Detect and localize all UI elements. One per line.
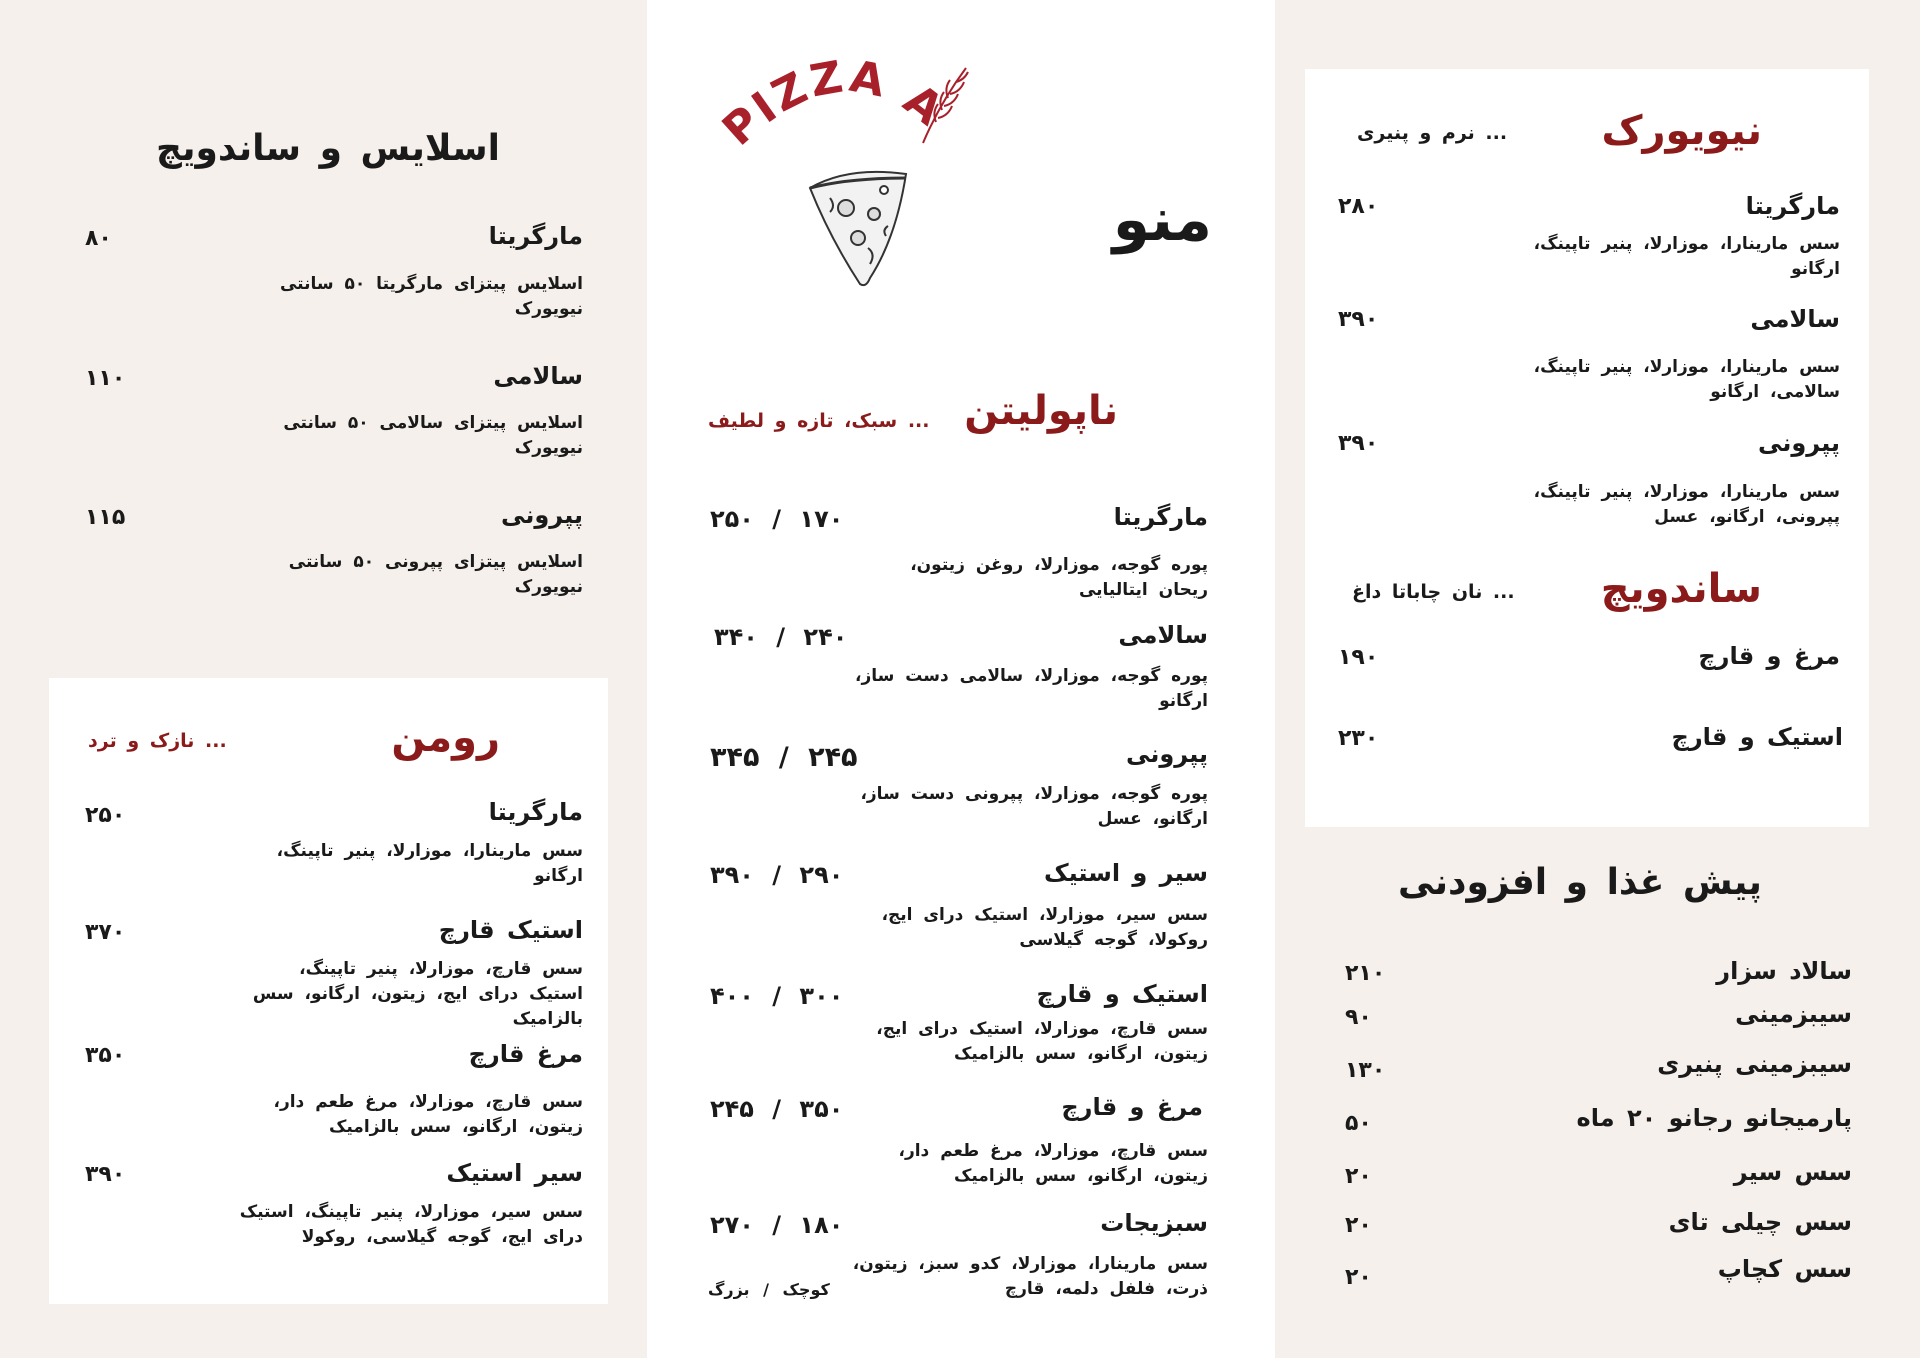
sandwich-item-price: ۱۹۰ — [1338, 645, 1379, 670]
napoli-item-name: سبزیجات — [1100, 1209, 1208, 1237]
side-item-price: ۵۰ — [1345, 1111, 1372, 1136]
side-item-price: ۲۰ — [1345, 1164, 1372, 1189]
roman-item-name: استیک قارچ — [438, 916, 583, 944]
napoli-item-name: پپرونی — [1126, 740, 1208, 768]
napoli-item-name: استیک و قارچ — [1036, 980, 1208, 1008]
roman-item-name: مرغ قارچ — [468, 1040, 583, 1068]
roman-item-desc: سس قارچ، موزارلا، پنیر تاپینگ، استیک درای ایج، زیتون، ارگانو، سس بالزامیک — [252, 959, 583, 1029]
side-item-price: ۱۳۰ — [1345, 1058, 1386, 1083]
sandwich-item-name: استیک و قارچ — [1671, 723, 1843, 751]
sandwich-item-name: مرغ و قارچ — [1698, 642, 1840, 670]
napoli-item-desc: پوره گوجه، موزارلا، روغن زیتون، ریحان ایتالیایی — [910, 555, 1208, 600]
napoli-item-desc: پوره گوجه، موزارلا، پپرونی دست ساز، ارگانو، عسل — [860, 784, 1208, 829]
side-item-price: ۲۰ — [1345, 1265, 1372, 1290]
sandwich-tagline: ... نان چاباتا داغ — [1352, 581, 1515, 603]
side-item-name: سالاد سزار — [1716, 957, 1852, 985]
roman-item-price: ۳۵۰ — [85, 1043, 126, 1068]
side-item-name: سس سیر — [1733, 1158, 1852, 1186]
side-item-price: ۲۱۰ — [1345, 961, 1386, 986]
slice-item-name: سالامی — [493, 362, 583, 390]
side-item-name: سس چیلی تای — [1668, 1208, 1852, 1236]
roman-item-name: سیر استیک — [446, 1159, 583, 1187]
napoli-item-price: ۲۷۰ / ۱۸۰ — [710, 1211, 844, 1239]
side-item-price: ۲۰ — [1345, 1213, 1372, 1238]
slice-item-price: ۱۱۰ — [85, 366, 126, 391]
slice-item-price: ۸۰ — [85, 226, 112, 251]
logo-text: PIZZA A — [718, 50, 955, 156]
roman-item-desc: سس سیر، موزارلا، پنیر تاپینگ، استیک درای ایج، گوجه گیلاسی، روکولا — [239, 1202, 583, 1247]
sandwich-section-title: ساندویچ — [1600, 566, 1762, 612]
menu-title: منو — [1112, 185, 1212, 255]
napoli-item-desc: سس قارچ، موزارلا، استیک درای ایج، زیتون، ارگانو، سس بالزامیک — [876, 1019, 1208, 1064]
newyork-item-name: پپرونی — [1758, 429, 1840, 457]
newyork-section-title: نیویورک — [1601, 108, 1762, 154]
side-item-price: ۹۰ — [1345, 1005, 1372, 1030]
slice-item-price: ۱۱۵ — [85, 505, 126, 530]
roman-item-price: ۲۵۰ — [85, 803, 126, 828]
newyork-item-price: ۲۸۰ — [1338, 194, 1379, 219]
napoli-section-title: ناپولیتن — [964, 388, 1118, 434]
roman-item-name: مارگریتا — [488, 798, 583, 826]
napoli-item-name: مرغ و قارچ — [1061, 1093, 1203, 1121]
side-item-name: سس کچاپ — [1717, 1255, 1852, 1283]
napoli-item-price: ۳۹۰ / ۲۹۰ — [710, 861, 844, 889]
slice-item-desc: اسلایس پیتزای مارگریتا ۵۰ سانتی نیویورک — [279, 274, 583, 319]
newyork-item-price: ۳۹۰ — [1338, 307, 1379, 332]
slice-section-title: اسلایس و ساندویچ — [156, 128, 500, 169]
roman-tagline: ... نازک و ترد — [88, 730, 227, 752]
slice-item-name: پپرونی — [501, 501, 583, 529]
napoli-item-name: سیر و استیک — [1044, 859, 1208, 887]
napoli-item-name: سالامی — [1118, 621, 1208, 649]
napoli-tagline: ... سبک، تازه و لطیف — [708, 410, 930, 432]
napoli-item-desc: سس مارینارا، موزارلا، کدو سبز، زیتون، ذرت، فلفل دلمه، قارچ — [852, 1254, 1208, 1299]
sandwich-item-price: ۲۳۰ — [1338, 726, 1379, 751]
slice-item-desc: اسلایس پیتزای پپرونی ۵۰ سانتی نیویورک — [288, 552, 583, 597]
roman-item-price: ۳۹۰ — [85, 1162, 126, 1187]
pizza-slice-icon — [810, 172, 906, 285]
slice-item-desc: اسلایس پیتزای سالامی ۵۰ سانتی نیویورک — [283, 413, 583, 458]
napoli-item-desc: پوره گوجه، موزارلا، سالامی دست ساز، ارگانو — [855, 666, 1208, 711]
napoli-item-price: ۳۴۰ / ۲۴۰ — [714, 623, 848, 651]
newyork-tagline: ... نرم و پنیری — [1357, 122, 1508, 144]
newyork-item-desc: سس مارینارا، موزارلا، پنیر تاپینگ، ارگانو — [1533, 234, 1840, 279]
roman-item-desc: سس قارچ، موزارلا، مرغ طعم دار، زیتون، ارگانو، سس بالزامیک — [273, 1092, 583, 1137]
napoli-item-price: ۳۴۵ / ۲۴۵ — [710, 742, 858, 773]
newyork-item-desc: سس مارینارا، موزارلا، پنیر تاپینگ، پپرونی، ارگانو، عسل — [1533, 482, 1840, 527]
newyork-item-desc: سس مارینارا، موزارلا، پنیر تاپینگ، سالامی، ارگانو — [1533, 357, 1840, 402]
slice-item-name: مارگریتا — [488, 222, 583, 250]
size-legend: کوچک / بزرگ — [708, 1280, 830, 1299]
napoli-item-name: مارگریتا — [1113, 503, 1208, 531]
side-item-name: سیبزمینی — [1735, 1000, 1852, 1028]
side-item-name: پارمیجانو رجانو ۲۰ ماه — [1576, 1104, 1852, 1132]
roman-section-title: رومن — [391, 715, 500, 761]
napoli-item-price: ۴۰۰ / ۳۰۰ — [710, 982, 844, 1010]
newyork-item-name: سالامی — [1750, 305, 1840, 333]
side-item-name: سیبزمینی پنیری — [1657, 1050, 1852, 1078]
napoli-item-desc: سس سیر، موزارلا، استیک درای ایج، روکولا، گوجه گیلاسی — [881, 905, 1208, 950]
napoli-item-price: ۲۵۰ / ۱۷۰ — [710, 505, 844, 533]
newyork-item-price: ۳۹۰ — [1338, 431, 1379, 456]
roman-item-price: ۳۷۰ — [85, 920, 126, 945]
brand-logo — [718, 48, 1038, 293]
roman-item-desc: سس مارینارا، موزارلا، پنیر تاپینگ، ارگانو — [276, 841, 583, 886]
newyork-item-name: مارگریتا — [1745, 192, 1840, 220]
napoli-item-desc: سس قارچ، موزارلا، مرغ طعم دار، زیتون، ارگانو، سس بالزامیک — [898, 1141, 1208, 1186]
sides-section-title: پیش غذا و افزودنی — [1398, 862, 1762, 903]
napoli-item-price: ۲۴۵ / ۳۵۰ — [710, 1095, 844, 1123]
